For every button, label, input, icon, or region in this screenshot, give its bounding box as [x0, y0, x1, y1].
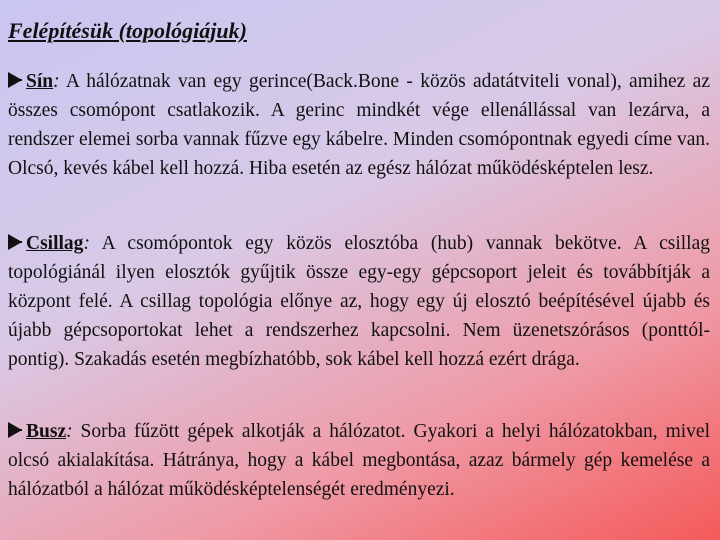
term-colon: :	[66, 421, 73, 442]
term-label: Busz	[26, 421, 67, 442]
term-colon: :	[53, 71, 60, 92]
arrow-bullet-icon	[8, 72, 22, 88]
arrow-bullet-icon	[8, 234, 22, 250]
bullet-sin	[8, 67, 710, 183]
slide-title: Felépítésük (topológiájuk)	[8, 18, 247, 43]
bullet-text: A hálózatnak van egy gerince(Back.Bone - közös adatátviteli vonal), amihez az összes csomópont csatlakozik. A gerinc mindkét vége ellenállással van lezárva, a rendszer elemei sorba vannak fűzve egy kábelre. Minden csomópontnak egyedi címe van. Olcsó, kevés kábel kell hozzá. Hiba esetén az egész hálózat működésképtelen lesz.	[8, 71, 710, 179]
bullet-text: Sorba fűzött gépek alkotják a hálózatot. Gyakori a helyi hálózatokban, mivel olcsó akialakítása. Hátránya, hogy a kábel megbontása, azaz bármely gép kemelése a hálózatból a hálózat működésképtelenségét eredményezi.	[8, 421, 710, 500]
term-colon: :	[83, 233, 90, 254]
term-label: Csillag	[26, 233, 84, 254]
term-label: Sín	[26, 71, 54, 92]
arrow-bullet-icon	[8, 422, 22, 438]
bullet-busz	[8, 417, 710, 504]
bullet-csillag	[8, 229, 710, 374]
bullet-text: A csomópontok egy közös elosztóba (hub) vannak bekötve. A csillag topológiánál ilyen elosztók gyűjtik össze egy-egy gépcsoport jeleit és továbbítják a központ felé. A csillag topológia előnye az, hogy egy új elosztó beépítésével újabb és újabb gépcsoportokat lehet a rendszerhez kapcsolni. Nem üzenetszórásos (ponttól-pontig). Szakadás esetén megbízhatóbb, sok kábel kell hozzá ezért drága.	[8, 233, 710, 370]
